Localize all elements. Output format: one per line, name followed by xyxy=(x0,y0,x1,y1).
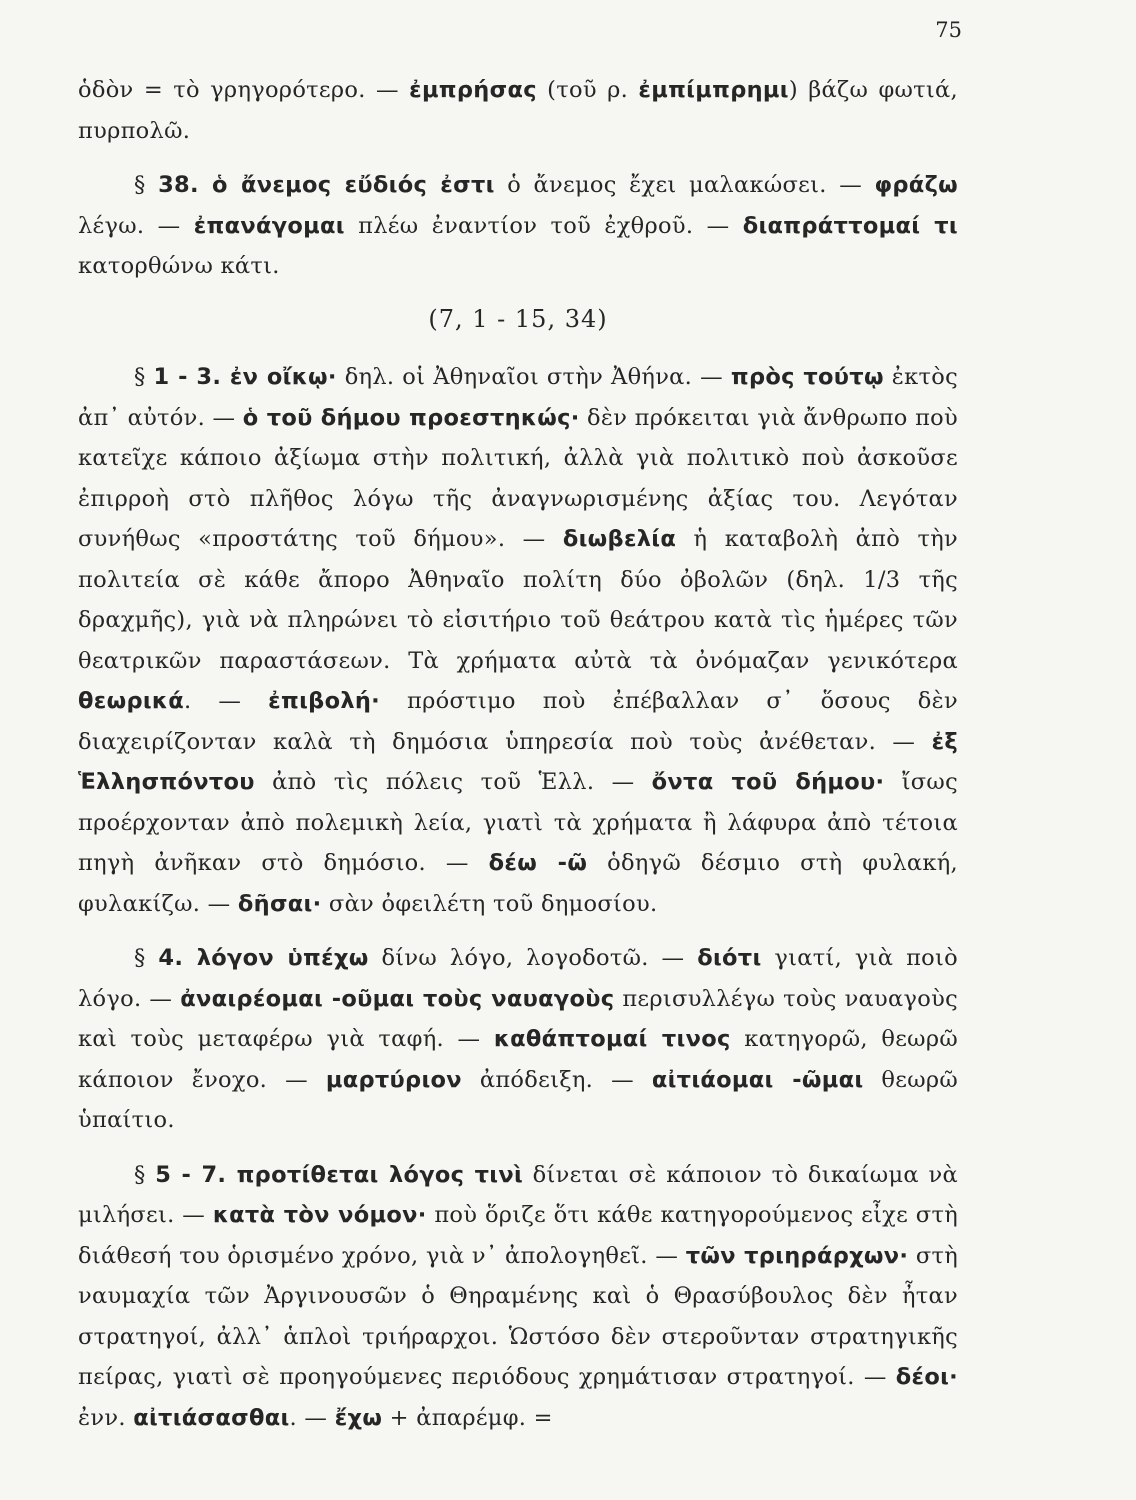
bold-term: ἐμπίμπρημι xyxy=(638,77,789,103)
text-run: ὁδηγῶ δέσμιο στὴ φυλακή, φυλακίζω. — xyxy=(78,850,958,917)
bold-term: μαρτύριον xyxy=(325,1066,462,1093)
bold-term: πρὸς τούτῳ xyxy=(730,364,884,390)
text-run: ἀπόδειξη. — xyxy=(461,1066,652,1093)
bold-term: καθάπτομαί τινος xyxy=(493,1026,731,1052)
paragraph xyxy=(78,938,958,1141)
paragraph xyxy=(78,70,958,151)
bold-term: δῆσαι· xyxy=(237,890,322,917)
section-heading: (7, 1 - 15, 34) xyxy=(428,304,608,333)
text-run: δὲν πρόκειται γιὰ ἄνθρωπο ποὺ κατεῖχε κάποιο ἀξίωμα στὴν πολιτική, ἀλλὰ γιὰ πολιτικὸ ποὺ ἀσκοῦσε ἐπιρροὴ στὸ πλῆθος λόγω τῆς ἀναγνωρισμένης ἀξίας του. Λεγόταν συνήθως «προστάτης τοῦ δήμου». — xyxy=(78,404,958,552)
bold-term: κατὰ τὸν νόμον· xyxy=(212,1202,427,1228)
text-run: § xyxy=(134,945,159,971)
bold-term: θεωρικά xyxy=(78,688,184,714)
bold-term: ἐξ Ἑλλησπόντου xyxy=(78,728,958,795)
text-run: πρόστιμο ποὺ ἐπέβαλλαν σ᾿ ὅσους δὲν διαχειρίζονταν καλὰ τὴ δημόσια ὑπηρεσία ποὺ τοὺς ἀνέθεταν. — xyxy=(78,688,958,755)
bold-term: ἐπανάγομαι xyxy=(193,212,345,239)
text-run: ποὺ ὅριζε ὅτι κάθε κατηγορούμενος εἶχε στὴ διάθεσή του ὁρισμένο χρόνο, γιὰ ν᾿ ἀπολογηθεῖ. — xyxy=(78,1202,958,1269)
paragraph-gap xyxy=(78,1141,958,1155)
text-run: ἐκτὸς ἀπ᾿ αὐτόν. — xyxy=(78,364,958,431)
text-run: ἴσως προέρχονταν ἀπὸ πολεμικὴ λεία, γιατὶ τὰ χρήματα ἢ λάφυρα ἀπὸ τέτοια πηγὴ ἀνῆκαν στὸ δημόσιο. — xyxy=(78,769,958,876)
bold-term: ἀναιρέομαι -οῦμαι τοὺς ναυαγοὺς xyxy=(180,985,615,1012)
text-run: κατηγορῶ, θεωρῶ κάποιον ἔνοχο. — xyxy=(78,1026,959,1093)
bold-term: 38. ὁ ἄνεμος εὔδιός ἐστι xyxy=(158,172,495,198)
bold-term: φράζω xyxy=(874,172,959,198)
paragraph xyxy=(78,1155,958,1439)
text-run: κατορθώνω κάτι. xyxy=(78,253,280,279)
bold-term: ἔχω xyxy=(334,1404,383,1431)
bold-term: ἐμπρήσας xyxy=(409,77,537,103)
text-run: γιατί, γιὰ ποιὸ λόγο. — xyxy=(78,945,958,1012)
bold-term: 4. λόγον ὑπέχω xyxy=(158,945,369,971)
text-run: (τοῦ ρ. xyxy=(536,77,639,103)
paragraph-gap xyxy=(78,151,958,165)
text-run: ἡ καταβολὴ ἀπὸ τὴν πολιτεία σὲ κάθε ἄπορο Ἀθηναῖο πολίτη δύο ὀβολῶν (δηλ. 1/3 τῆς δραχμῆς), γιὰ νὰ πληρώνει τὸ εἰσιτήριο τοῦ θεάτρου κατὰ τὶς ἡμέρες τῶν θεατρικῶν παραστάσεων. Τὰ χρήματα αὐτὰ τὰ ὀνόμαζαν γενικότερα xyxy=(78,526,958,674)
bold-term: δέοι· xyxy=(895,1364,958,1390)
text-run: . — xyxy=(183,688,269,714)
bold-term: 1 - 3. ἐν οἴκῳ· xyxy=(153,364,337,390)
bold-term: ἐπιβολή· xyxy=(268,688,381,714)
page-number: 75 xyxy=(935,18,962,42)
bold-term: 5 - 7. προτίθεται λόγος τινὶ xyxy=(155,1161,524,1188)
bold-term: διωβελία xyxy=(562,526,677,552)
bold-term: διότι xyxy=(697,945,762,971)
text-run: ἐνν. xyxy=(78,1404,134,1431)
text-run: δίνεται σὲ κάποιον τὸ δικαίωμα νὰ μιλήσει. — xyxy=(78,1161,958,1228)
text-run: σὰν ὀφειλέτη τοῦ δημοσίου. xyxy=(321,890,658,917)
text-run: ὁδὸν = τὸ γρηγορότερο. — xyxy=(78,77,410,103)
text-run: ὁ ἄνεμος ἔχει μαλακώσει. — xyxy=(494,172,875,198)
bold-term: αἰτιάσασθαι xyxy=(133,1404,290,1431)
bold-term: δέω -ῶ xyxy=(488,850,588,876)
bold-term: τῶν τριηράρχων· xyxy=(685,1242,909,1269)
text-run: + ἀπαρέμφ. = xyxy=(382,1404,553,1431)
text-run: λέγω. — xyxy=(78,212,194,239)
text-run: § xyxy=(134,172,159,198)
document-body xyxy=(78,70,958,1438)
text-run: ) βάζω φωτιά, πυρπολῶ. xyxy=(78,77,958,144)
paragraph xyxy=(78,165,958,287)
bold-term: διαπράττομαί τι xyxy=(742,212,958,239)
bold-term: ὁ τοῦ δήμου προεστηκώς· xyxy=(242,404,580,431)
text-run: . — xyxy=(289,1404,335,1431)
text-run: πλέω ἐναντίον τοῦ ἐχθροῦ. — xyxy=(344,212,743,239)
bold-term: αἰτιάομαι -ῶμαι xyxy=(651,1066,864,1093)
text-run: δηλ. οἱ Ἀθηναῖοι στὴν Ἀθήνα. — xyxy=(336,364,731,390)
text-run: § xyxy=(134,1161,156,1188)
text-run: ἀπὸ τὶς πόλεις τοῦ Ἑλλ. — xyxy=(254,769,652,795)
paragraph xyxy=(78,357,958,924)
text-run: δίνω λόγο, λογοδοτῶ. — xyxy=(368,945,698,971)
text-run: § xyxy=(134,364,154,390)
paragraph-gap xyxy=(78,924,958,938)
text-run: περισυλλέγω τοὺς ναυαγοὺς καὶ τοὺς μεταφέρω γιὰ ταφή. — xyxy=(78,985,958,1052)
bold-term: ὄντα τοῦ δήμου· xyxy=(651,769,885,795)
text-run: στὴ ναυμαχία τῶν Ἀργινουσῶν ὁ Θηραμένης καὶ ὁ Θρασύβουλος δὲν ἦταν στρατηγοί, ἀλλ᾿ ἁπλοὶ τριήραρχοι. Ὡστόσο δὲν στεροῦνταν στρατηγικῆς πείρας, γιατὶ σὲ προηγούμενες περιόδους χρημάτισαν στρατηγοί. — xyxy=(78,1242,959,1390)
text-run: θεωρῶ ὑπαίτιο. xyxy=(78,1066,959,1133)
